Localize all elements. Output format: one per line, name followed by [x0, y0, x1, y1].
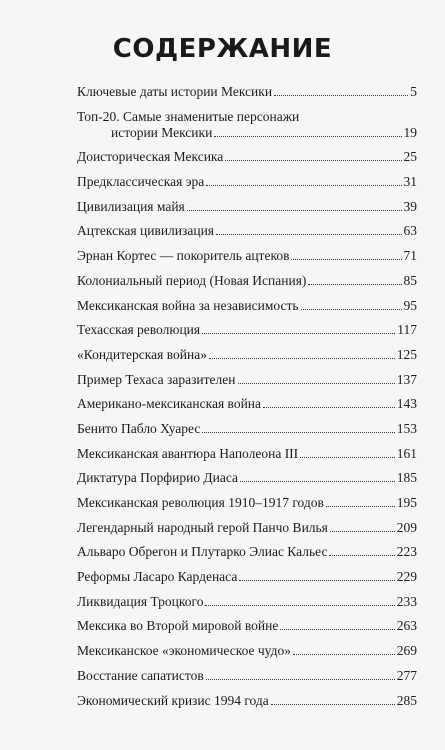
dot-leader: [280, 629, 394, 630]
toc-entry: [77, 495, 417, 511]
toc-page-number: 209: [396, 519, 417, 535]
dot-leader: [216, 234, 401, 235]
toc-page-number: 263: [396, 618, 417, 634]
toc-page-number: 229: [396, 569, 417, 585]
dot-leader: [205, 605, 394, 606]
toc-entry-title: Колониальный период (Новая Испания): [77, 272, 307, 288]
page-title: СОДЕРЖАНИЕ: [112, 34, 333, 64]
dot-leader: [271, 704, 395, 705]
dot-leader: [206, 679, 395, 680]
toc-entry: [77, 149, 417, 165]
dot-leader: [187, 210, 402, 211]
toc-page-number: 277: [396, 667, 417, 683]
toc-entry-title: Цивилизация майя: [77, 198, 185, 214]
toc-page-number: 25: [403, 149, 417, 165]
dot-leader: [291, 259, 401, 260]
toc-entry: [77, 470, 417, 486]
toc-entry-title: Ацтекская цивилизация: [77, 223, 215, 239]
dot-leader: [238, 383, 395, 384]
toc-entry: [77, 569, 417, 585]
toc-entry-title: Пример Техаса заразителен: [77, 371, 236, 387]
dot-leader: [209, 358, 395, 359]
dot-leader: [293, 654, 395, 655]
toc-page-number: 195: [396, 495, 417, 510]
toc-entry-title: Ключевые даты истории Мексики: [77, 84, 273, 99]
table-of-contents: [77, 84, 417, 717]
dot-leader: [326, 506, 395, 507]
toc-entry: [77, 372, 417, 388]
toc-entry-title: Альваро Обрегон и Плутарко Элиас Кальес: [77, 544, 328, 560]
dot-leader: [202, 432, 394, 433]
toc-page-number: 19: [403, 124, 417, 140]
toc-entry-title: Мексиканская революция 1910–1917 годов: [77, 495, 324, 510]
toc-entry: [77, 693, 417, 709]
toc-page-number: 85: [403, 272, 417, 288]
toc-entry: [77, 298, 417, 314]
toc-entry-title: «Кондитерская война»: [77, 346, 207, 362]
toc-entry: [77, 520, 417, 536]
toc-entry-title: Бенито Пабло Хуарес: [77, 420, 201, 436]
dot-leader: [274, 95, 408, 96]
toc-entry: [77, 109, 417, 141]
toc-entry-title: Мексиканская война за независимость: [77, 297, 299, 313]
toc-entry: [77, 618, 417, 634]
toc-entry-title: Мексиканское «экономическое чудо»: [77, 643, 291, 659]
dot-leader: [300, 457, 395, 458]
toc-page-number: 223: [396, 544, 417, 560]
toc-page-number: 125: [396, 346, 417, 362]
toc-entry: [77, 421, 417, 437]
toc-page-number: 185: [396, 470, 417, 486]
toc-entry-title: Диктатура Порфирио Диаса: [77, 470, 239, 486]
toc-entry-title: истории Мексики: [111, 124, 213, 140]
toc-entry-title: Реформы Ласаро Карденаса: [77, 569, 238, 585]
toc-entry: [77, 396, 417, 412]
toc-entry-title-line1: Топ-20. Самые знаменитые персонажи: [77, 108, 300, 124]
toc-entry: [77, 643, 417, 659]
toc-entry-title: Легендарный народный герой Панчо Вилья: [77, 519, 328, 535]
toc-page-number: 143: [396, 396, 417, 412]
toc-entry: [77, 668, 417, 684]
toc-entry: [77, 199, 417, 215]
toc-entry: [77, 544, 417, 560]
toc-page-number: 63: [403, 223, 417, 239]
toc-entry: [77, 223, 417, 239]
toc-page-number: 285: [396, 692, 417, 708]
dot-leader: [225, 160, 401, 161]
toc-entry: [77, 84, 417, 100]
dot-leader: [240, 481, 395, 482]
toc-page-number: 31: [403, 174, 417, 190]
toc-entry: [77, 248, 417, 264]
toc-page-number: 153: [396, 420, 417, 436]
toc-page-number: 95: [403, 297, 417, 313]
toc-entry: [77, 174, 417, 190]
toc-page-number: 39: [403, 198, 417, 214]
toc-page-number: 233: [396, 593, 417, 609]
toc-entry-title: Предклассическая эра: [77, 174, 205, 190]
toc-entry-title: Восстание сапатистов: [77, 667, 204, 683]
dot-leader: [301, 309, 402, 310]
toc-page-number: 117: [397, 322, 417, 338]
toc-entry-title: Техасская революция: [77, 322, 201, 338]
toc-entry: [77, 446, 417, 462]
dot-leader: [202, 333, 395, 334]
toc-entry: [77, 273, 417, 289]
toc-page-number: 71: [403, 248, 417, 264]
dot-leader: [308, 284, 401, 285]
toc-entry-title: Эрнан Кортес — покоритель ацтеков: [77, 248, 290, 264]
toc-entry-title: Мексиканская авантюра Наполеона III: [77, 445, 299, 461]
toc-page-number: 161: [396, 445, 417, 461]
toc-entry-title: Ликвидация Троцкого: [77, 593, 204, 609]
toc-entry-title: Экономический кризис 1994 года: [77, 692, 269, 708]
dot-leader: [263, 407, 395, 408]
toc-entry-title: Американо-мексиканская война: [77, 396, 262, 412]
dot-leader: [214, 136, 401, 137]
dot-leader: [206, 185, 401, 186]
toc-page-number: 269: [396, 643, 417, 659]
dot-leader: [239, 580, 394, 581]
toc-entry: [77, 322, 417, 338]
toc-entry-title: Мексика во Второй мировой войне: [77, 618, 279, 634]
toc-entry: [77, 347, 417, 363]
toc-page-number: 5: [410, 84, 417, 99]
toc-page-number: 137: [396, 371, 417, 387]
toc-entry-title: Доисторическая Мексика: [77, 149, 224, 165]
dot-leader: [329, 555, 394, 556]
dot-leader: [330, 531, 395, 532]
toc-entry: [77, 594, 417, 610]
